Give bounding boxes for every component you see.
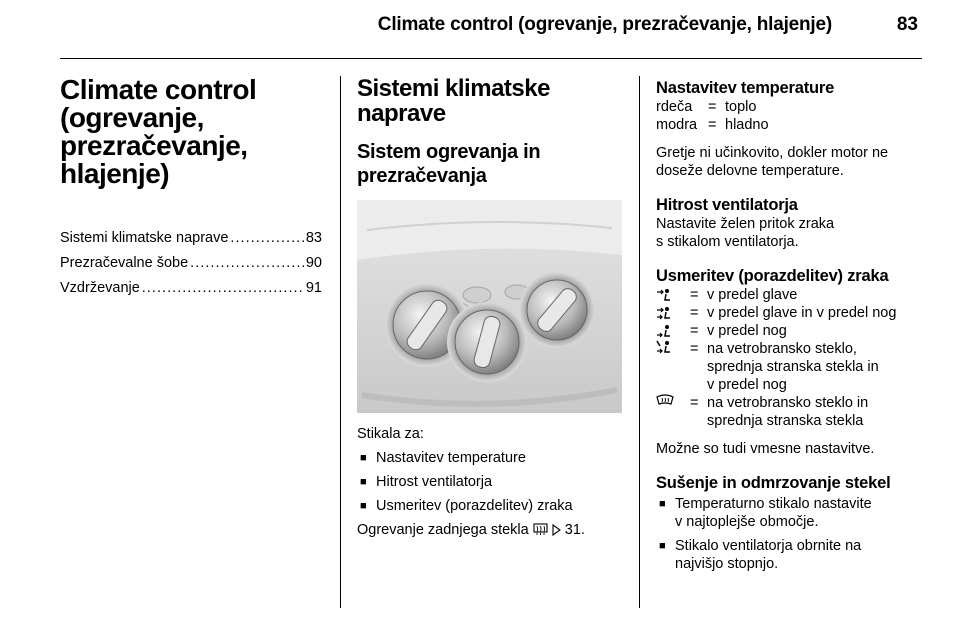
switch-list	[357, 449, 622, 515]
toc-entry-label: Vzdrževanje	[60, 280, 140, 296]
toc-entry-page: 91	[305, 280, 322, 296]
definition-value	[707, 394, 868, 430]
temperature-table	[656, 98, 924, 134]
table-of-contents	[60, 230, 322, 305]
air-windscreen-feet-icon	[656, 340, 672, 354]
subsection-title-line: Sistem ogrevanja in	[357, 141, 541, 163]
table-row	[656, 116, 924, 134]
climate-control-panel-photo	[357, 200, 622, 413]
rear-window-heating-line	[357, 521, 622, 539]
definition-value	[707, 340, 879, 394]
subsection-title	[357, 140, 622, 188]
chapter-title	[60, 76, 322, 188]
definition-equals: =	[708, 117, 717, 133]
section-title	[357, 76, 622, 126]
column-divider-1	[340, 76, 341, 608]
page-reference[interactable]: 31.	[564, 522, 585, 538]
list-item	[357, 449, 622, 467]
section-title-line: Sistemi klimatske	[357, 75, 550, 102]
list-item-text: Usmeritev (porazdelitev) zraka	[376, 498, 573, 514]
text-line: doseže delovne temperature.	[656, 163, 844, 179]
rear-window-heating-icon	[533, 523, 548, 536]
bullet-square-icon: ■	[360, 452, 367, 464]
toc-entry[interactable]	[60, 255, 322, 280]
air-head-feet-icon	[656, 306, 672, 320]
air-distribution-heading: Usmeritev (porazdelitev) zraka	[656, 267, 889, 285]
page-reference-arrow-icon[interactable]	[552, 524, 561, 536]
bullet-square-icon: ■	[659, 498, 666, 510]
section-title-line: naprave	[357, 100, 446, 127]
table-row	[656, 340, 924, 394]
table-row	[656, 286, 924, 304]
list-item	[357, 497, 622, 515]
column-systems	[357, 70, 622, 539]
toc-entry-label: Prezračevalne šobe	[60, 255, 189, 271]
definition-key: rdeča	[656, 99, 693, 115]
text-line: Stikalo ventilatorja obrnite na	[675, 538, 862, 554]
toc-entry[interactable]	[60, 280, 322, 305]
text-line: v predel nog	[707, 377, 787, 393]
bullet-square-icon: ■	[360, 500, 367, 512]
toc-leader-dots	[230, 230, 303, 246]
air-feet-icon	[656, 324, 672, 338]
definition-value: hladno	[725, 117, 769, 133]
temperature-note	[656, 144, 924, 180]
text-line: v najtoplejše območje.	[675, 514, 819, 530]
definition-value: toplo	[725, 99, 757, 115]
definition-key: modra	[656, 117, 698, 133]
table-row	[656, 322, 924, 340]
rear-window-heating-text: Ogrevanje zadnjega stekla	[357, 522, 529, 538]
running-header-title: Climate control (ogrevanje, prezračevanje, hlajenje)	[377, 14, 832, 35]
text-line: sprednja stranska stekla in	[707, 359, 879, 375]
defrost-list	[656, 495, 924, 573]
air-distribution-table	[656, 286, 924, 430]
list-item-text	[675, 537, 861, 573]
definition-equals: =	[690, 323, 699, 339]
bullet-square-icon: ■	[360, 476, 367, 488]
toc-leader-dots	[142, 280, 304, 296]
table-row	[656, 98, 924, 116]
column-chapter	[60, 70, 322, 305]
definition-equals: =	[690, 395, 699, 411]
toc-entry[interactable]	[60, 230, 322, 255]
list-item	[656, 537, 924, 573]
bullet-square-icon: ■	[659, 540, 666, 552]
list-item-text: Hitrost ventilatorja	[376, 474, 493, 490]
table-row	[656, 304, 924, 322]
definition-equals: =	[690, 341, 699, 357]
text-line: Temperaturno stikalo nastavite	[675, 496, 872, 512]
defrost-windscreen-icon	[656, 394, 674, 408]
chapter-title-line: Climate control	[60, 74, 257, 105]
toc-entry-page: 83	[305, 230, 322, 246]
chapter-title-line: hlajenje)	[60, 158, 170, 189]
list-item	[357, 473, 622, 491]
subsection-title-line: prezračevanja	[357, 165, 487, 187]
toc-entry-page: 90	[305, 255, 322, 271]
text-line: na vetrobransko steklo in	[707, 395, 869, 411]
chapter-title-line: (ogrevanje,	[60, 102, 204, 133]
definition-value: v predel glave	[707, 287, 798, 303]
definition-equals: =	[690, 287, 699, 303]
column-controls	[656, 78, 924, 573]
chapter-title-line: prezračevanje,	[60, 130, 248, 161]
temperature-heading: Nastavitev temperature	[656, 79, 835, 97]
definition-equals: =	[708, 99, 717, 115]
list-item-text: Nastavitev temperature	[376, 450, 526, 466]
page-number: 83	[896, 14, 918, 35]
column-divider-2	[639, 76, 640, 608]
fan-text	[656, 215, 924, 251]
toc-leader-dots	[190, 255, 304, 271]
text-line: sprednja stranska stekla	[707, 413, 864, 429]
list-item-text	[675, 495, 872, 531]
definition-value: v predel nog	[707, 323, 787, 339]
text-line: na vetrobransko steklo,	[707, 341, 857, 357]
header-rule	[60, 58, 922, 59]
intermediate-note: Možne so tudi vmesne nastavitve.	[656, 441, 875, 457]
toc-entry-label: Sistemi klimatske naprave	[60, 230, 229, 246]
text-line: Nastavite želen pritok zraka	[656, 216, 835, 232]
defrost-heading: Sušenje in odmrzovanje stekel	[656, 474, 891, 492]
text-line: s stikalom ventilatorja.	[656, 234, 799, 250]
definition-equals: =	[690, 305, 699, 321]
definition-value: v predel glave in v predel nog	[707, 305, 897, 321]
table-row	[656, 394, 924, 430]
text-line: Gretje ni učinkovito, dokler motor ne	[656, 145, 889, 161]
switches-intro: Stikala za:	[357, 426, 424, 442]
fan-heading: Hitrost ventilatorja	[656, 196, 798, 214]
air-head-icon	[656, 288, 672, 302]
text-line: najvišjo stopnjo.	[675, 556, 779, 572]
list-item	[656, 495, 924, 531]
